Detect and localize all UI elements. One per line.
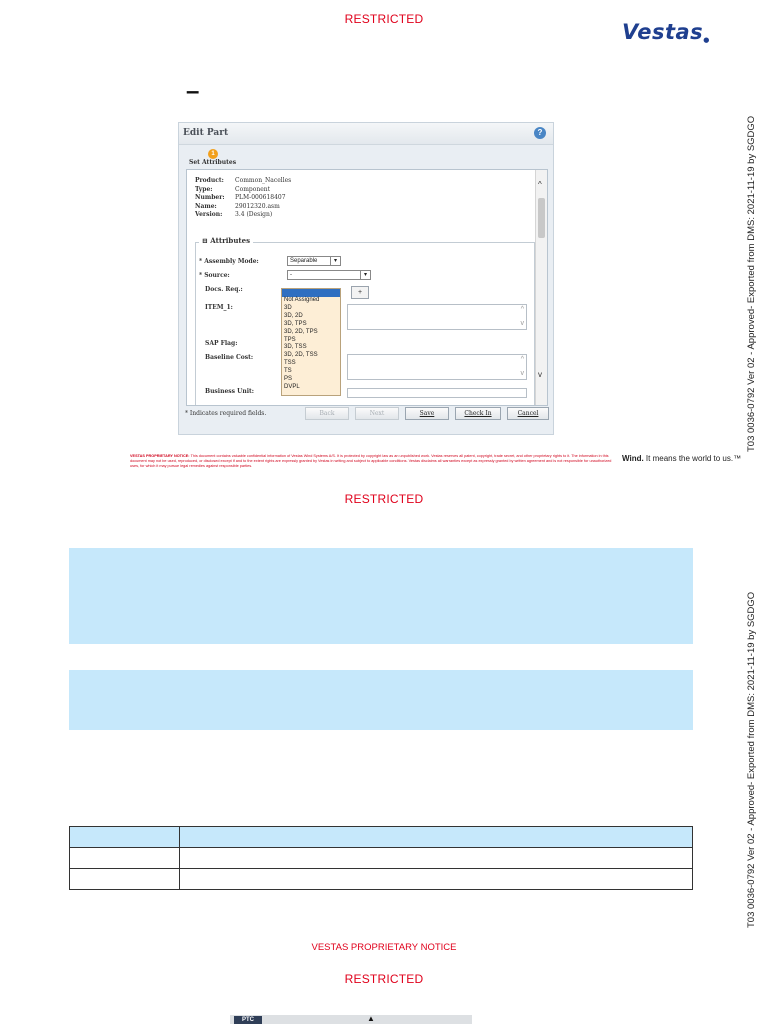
baseline-cost-label: Baseline Cost:: [205, 354, 254, 361]
vestas-logo-text: Vestas: [622, 20, 704, 44]
restricted-label-page2-bottom: RESTRICTED: [344, 972, 424, 986]
add-button[interactable]: +: [351, 286, 369, 299]
dropdown-option[interactable]: 3D, TSS: [284, 344, 307, 351]
dropdown-option[interactable]: Not Assigned: [284, 297, 320, 303]
attributes-panel: [186, 169, 548, 406]
ptc-logo: PTC: [234, 1016, 262, 1024]
scrollbar-thumb[interactable]: [538, 198, 545, 238]
dropdown-highlighted-option[interactable]: [282, 289, 340, 297]
business-unit-field[interactable]: [347, 388, 527, 398]
dialog-title: Edit Part: [183, 128, 229, 138]
docs-req-dropdown[interactable]: [281, 288, 341, 396]
panel-scrollbar[interactable]: [535, 170, 547, 406]
edit-part-dialog: [178, 122, 554, 435]
source-select[interactable]: - ▾: [287, 270, 371, 280]
sap-flag-label: SAP Flag:: [205, 340, 238, 347]
dropdown-option[interactable]: PS: [284, 376, 293, 383]
next-button[interactable]: Next: [355, 407, 399, 420]
assembly-mode-select[interactable]: Separable ▾: [287, 256, 341, 266]
info-row: Number: PLM-000618407: [195, 194, 286, 201]
dropdown-option[interactable]: TPS: [284, 336, 296, 343]
chevron-down-icon: ▾: [360, 271, 370, 279]
assembly-mode-label: * Assembly Mode:: [199, 258, 259, 265]
info-row: Type: Component: [195, 185, 271, 193]
table-row: [70, 848, 693, 869]
table-row: [70, 869, 693, 890]
scroll-up-icon[interactable]: ^: [538, 180, 542, 189]
baseline-cost-textarea[interactable]: [347, 354, 527, 380]
chevron-down-icon: ▾: [330, 257, 340, 265]
revision-table: [69, 826, 693, 890]
dropdown-option[interactable]: 3D, 2D, TSS: [284, 352, 318, 359]
back-button[interactable]: Back: [305, 407, 349, 420]
highlight-box-1: [69, 548, 693, 644]
item1-label: ITEM_1:: [205, 304, 233, 311]
proprietary-notice-small: VESTAS PROPRIETARY NOTICE: This document contains valuable confidential information of Vestas Wind Systems A/S. It is protected by copyright law as an unpublished work. Vestas reserves all patent, copyright, trade secret, and other proprietary rights to it. The information in this document may not be used, reproduced, or disclosed except if and to the extent rights are expressly granted by Vestas in writing and subject to applicable conditions. Vestas disclaims all warranties except as expressly granted by written agreement and is not responsible for unauthorized uses, for which it may pursue legal remedies against responsible parties.: [130, 454, 612, 468]
help-icon[interactable]: ?: [534, 127, 546, 139]
heading-dash: –: [186, 78, 200, 105]
info-row: Version: 3.4 (Design): [195, 211, 273, 218]
restricted-label-top: RESTRICTED: [344, 12, 424, 26]
business-unit-label: Business Unit:: [205, 388, 254, 395]
side-stamp-page2: T03 0036-0792 Ver 02 - Approved- Exported from DMS: 2021-11-19 by SGDGO: [746, 591, 757, 928]
scroll-up-icon: ^: [520, 356, 524, 363]
highlight-box-2: [69, 670, 693, 730]
dropdown-option[interactable]: 3D, TPS: [284, 320, 307, 327]
dropdown-option[interactable]: 3D, 2D, TPS: [284, 328, 318, 335]
vestas-tagline: Wind. It means the world to us.™: [622, 454, 742, 463]
attributes-legend[interactable]: ⊟ Attributes: [199, 236, 253, 245]
caret-up-icon: ▲: [367, 1014, 375, 1023]
scroll-down-icon: v: [520, 320, 524, 327]
source-label: * Source:: [199, 272, 230, 279]
required-fields-note: * Indicates required fields.: [185, 410, 267, 417]
part-info: [195, 177, 291, 220]
save-button[interactable]: Save: [405, 407, 449, 420]
dropdown-option[interactable]: TSS: [284, 360, 296, 367]
scroll-up-icon: ^: [520, 306, 524, 313]
side-stamp-page1: T03 0036-0792 Ver 02 - Approved- Exported from DMS: 2021-11-19 by SGDGO: [746, 115, 757, 452]
scroll-down-icon: v: [520, 370, 524, 377]
dropdown-option[interactable]: DVPL: [284, 383, 300, 390]
vestas-logo: Vestas●: [622, 20, 710, 44]
dialog-header: [179, 123, 553, 145]
ptc-banner: [230, 1015, 472, 1024]
dropdown-option[interactable]: TS: [284, 368, 292, 375]
step-number-icon: 1: [208, 149, 218, 159]
item1-textarea[interactable]: [347, 304, 527, 330]
table-header-row: [70, 827, 693, 848]
info-row: Product: Common_Nacelles: [195, 177, 292, 184]
dropdown-option[interactable]: 3D: [284, 304, 292, 311]
check-in-button[interactable]: Check In: [455, 407, 501, 420]
step-label: Set Attributes: [189, 159, 237, 166]
scroll-down-icon[interactable]: v: [538, 370, 542, 379]
proprietary-notice: VESTAS PROPRIETARY NOTICE: [311, 942, 457, 953]
docs-req-label: Docs. Req.:: [205, 286, 243, 293]
cancel-button[interactable]: Cancel: [507, 407, 549, 420]
restricted-label-page2-top: RESTRICTED: [344, 492, 424, 506]
dropdown-option[interactable]: 3D, 2D: [284, 312, 303, 319]
info-row: Name: 29012320.asm: [195, 202, 280, 210]
